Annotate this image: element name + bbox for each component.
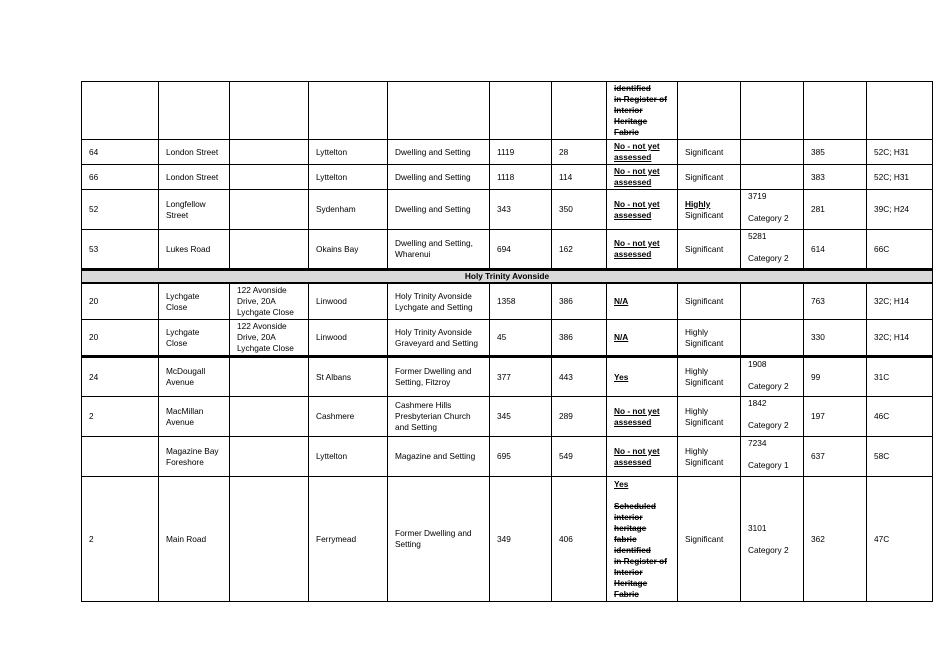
cell-interior: N/A <box>607 283 678 320</box>
cell-category <box>741 165 804 190</box>
cell-address <box>230 397 309 437</box>
cell-value-1: 1118 <box>490 165 552 190</box>
cell-street: Longfellow Street <box>159 190 230 230</box>
cell-number: 2 <box>82 397 159 437</box>
cell-value-3: 330 <box>804 320 867 357</box>
cell-suburb: Lyttelton <box>309 140 388 165</box>
cell-plan: 46C <box>867 397 933 437</box>
cell-address <box>230 230 309 270</box>
cell-significance: Significant <box>678 477 741 602</box>
cell-significance: Highly Significant <box>678 437 741 477</box>
cell-category <box>741 437 804 477</box>
interior-yes: Yes <box>614 479 629 489</box>
cell-value-2: 350 <box>552 190 607 230</box>
cell-category <box>741 477 804 602</box>
category-label: Category 2 <box>748 544 789 555</box>
cell-value-1: 343 <box>490 190 552 230</box>
cell-plan: 52C; H31 <box>867 140 933 165</box>
cell-value-3: 637 <box>804 437 867 477</box>
cell-value-2: 162 <box>552 230 607 270</box>
interior-struck-line: identified <box>614 83 651 93</box>
cell-category <box>741 190 804 230</box>
interior-struck-line: identified <box>614 545 651 555</box>
cell-description <box>388 82 490 140</box>
cell-suburb: Linwood <box>309 283 388 320</box>
category-label: Category 1 <box>748 460 789 470</box>
cell-value-1 <box>490 82 552 140</box>
cell-category <box>741 357 804 397</box>
cell-value-1: 345 <box>490 397 552 437</box>
cell-plan: 58C <box>867 437 933 477</box>
cell-street: Magazine Bay Foreshore <box>159 437 230 477</box>
cell-description: Dwelling and Setting <box>388 140 490 165</box>
category-number: 5281 <box>748 231 767 241</box>
cell-value-3: 614 <box>804 230 867 270</box>
cell-suburb: St Albans <box>309 357 388 397</box>
cell-description: Cashmere Hills Presbyterian Church and Setting <box>388 397 490 437</box>
cell-significance: Highly Significant <box>678 357 741 397</box>
cell-value-2: 406 <box>552 477 607 602</box>
cell-street: Lychgate Close <box>159 320 230 357</box>
cell-suburb: Linwood <box>309 320 388 357</box>
cell-value-2: 386 <box>552 283 607 320</box>
cell-address <box>230 82 309 140</box>
category-number: 7234 <box>748 438 767 448</box>
cell-suburb: Lyttelton <box>309 165 388 190</box>
cell-suburb <box>309 82 388 140</box>
cell-value-3: 281 <box>804 190 867 230</box>
table-row <box>82 477 933 602</box>
cell-interior: No - not yet assessed <box>607 140 678 165</box>
cell-value-1: 1358 <box>490 283 552 320</box>
cell-value-3: 99 <box>804 357 867 397</box>
cell-value-1: 45 <box>490 320 552 357</box>
cell-interior: No - not yet assessed <box>607 190 678 230</box>
interior-struck-line: in Register of <box>614 556 668 566</box>
category-number: 3101 <box>748 522 767 533</box>
cell-street: Lychgate Close <box>159 283 230 320</box>
cell-description: Dwelling and Setting <box>388 190 490 230</box>
cell-category <box>741 140 804 165</box>
cell-street: Lukes Road <box>159 230 230 270</box>
table-row <box>82 357 933 397</box>
cell-description: Former Dwelling and Setting, Fitzroy <box>388 357 490 397</box>
table-row <box>82 140 933 165</box>
significance-rest: Significant <box>685 209 724 220</box>
cell-interior: No - not yet assessed <box>607 397 678 437</box>
section-heading: Holy Trinity Avonside <box>82 270 933 284</box>
cell-address <box>230 437 309 477</box>
table-row <box>82 283 933 320</box>
cell-number: 66 <box>82 165 159 190</box>
table-row <box>82 165 933 190</box>
cell-description: Former Dwelling and Setting <box>388 477 490 602</box>
cell-suburb: Cashmere <box>309 397 388 437</box>
cell-value-3 <box>804 82 867 140</box>
cell-number: 52 <box>82 190 159 230</box>
cell-category <box>741 283 804 320</box>
cell-value-2: 549 <box>552 437 607 477</box>
cell-value-2: 28 <box>552 140 607 165</box>
cell-address <box>230 190 309 230</box>
cell-address <box>230 140 309 165</box>
interior-spacer <box>614 490 670 501</box>
cell-category <box>741 82 804 140</box>
cell-value-1: 1119 <box>490 140 552 165</box>
cell-value-2: 443 <box>552 357 607 397</box>
cell-address <box>230 357 309 397</box>
interior-struck-line: interior <box>614 512 643 522</box>
cell-suburb: Lyttelton <box>309 437 388 477</box>
cell-significance: Significant <box>678 165 741 190</box>
cell-street: MacMillan Avenue <box>159 397 230 437</box>
table-row <box>82 437 933 477</box>
cell-value-3: 385 <box>804 140 867 165</box>
cell-address: 122 Avonside Drive, 20A Lychgate Close <box>230 320 309 357</box>
cell-category <box>741 397 804 437</box>
category-label: Category 2 <box>748 213 789 223</box>
cell-significance: Highly Significant <box>678 320 741 357</box>
category-number: 3719 <box>748 191 767 201</box>
cell-value-1: 377 <box>490 357 552 397</box>
cell-value-3: 763 <box>804 283 867 320</box>
table-row <box>82 320 933 357</box>
cell-value-3: 362 <box>804 477 867 602</box>
cell-number <box>82 437 159 477</box>
interior-struck-line: Scheduled <box>614 501 656 511</box>
cell-interior: No - not yet assessed <box>607 230 678 270</box>
cell-value-1: 695 <box>490 437 552 477</box>
cell-description: Dwelling and Setting, Wharenui <box>388 230 490 270</box>
cell-description: Holy Trinity Avonside Lychgate and Setting <box>388 283 490 320</box>
table-row <box>82 397 933 437</box>
cell-suburb: Okains Bay <box>309 230 388 270</box>
cell-address: 122 Avonside Drive, 20A Lychgate Close <box>230 283 309 320</box>
cell-street: McDougall Avenue <box>159 357 230 397</box>
cell-interior <box>607 477 678 602</box>
cell-value-2: 114 <box>552 165 607 190</box>
interior-struck-line: in Register of <box>614 94 668 104</box>
cell-number: 20 <box>82 283 159 320</box>
cell-category <box>741 230 804 270</box>
cell-interior: No - not yet assessed <box>607 165 678 190</box>
cell-description: Dwelling and Setting <box>388 165 490 190</box>
cell-value-1: 694 <box>490 230 552 270</box>
cell-value-1: 349 <box>490 477 552 602</box>
cell-plan: 66C <box>867 230 933 270</box>
cell-significance: Significant <box>678 283 741 320</box>
cell-value-2: 386 <box>552 320 607 357</box>
cell-address <box>230 477 309 602</box>
cell-suburb: Sydenham <box>309 190 388 230</box>
interior-struck-line: Heritage Fabric <box>614 116 648 137</box>
cell-interior: N/A <box>607 320 678 357</box>
cell-plan <box>867 82 933 140</box>
cell-description: Holy Trinity Avonside Graveyard and Setting <box>388 320 490 357</box>
category-label: Category 2 <box>748 381 789 391</box>
cell-number: 64 <box>82 140 159 165</box>
category-label: Category 2 <box>748 253 789 263</box>
cell-plan: 31C <box>867 357 933 397</box>
category-number: 1908 <box>748 359 767 369</box>
cell-interior <box>607 82 678 140</box>
interior-struck-line: Interior <box>614 567 643 577</box>
interior-struck-line: heritage fabric <box>614 523 647 544</box>
heritage-schedule-table <box>81 81 933 602</box>
cell-suburb: Ferrymead <box>309 477 388 602</box>
cell-significance: Significant <box>678 140 741 165</box>
cell-street <box>159 82 230 140</box>
cell-plan: 32C; H14 <box>867 320 933 357</box>
cell-plan: 47C <box>867 477 933 602</box>
cell-plan: 32C; H14 <box>867 283 933 320</box>
significance-highly: Highly <box>685 198 711 209</box>
table-row <box>82 230 933 270</box>
interior-struck-line: Interior <box>614 105 643 115</box>
table-row <box>82 82 933 140</box>
cell-street: London Street <box>159 140 230 165</box>
interior-struck-line: Heritage Fabric <box>614 578 648 599</box>
cell-significance: Highly Significant <box>678 397 741 437</box>
cell-value-3: 197 <box>804 397 867 437</box>
cell-significance <box>678 190 741 230</box>
cell-interior: No - not yet assessed <box>607 437 678 477</box>
cell-category <box>741 320 804 357</box>
cell-significance <box>678 82 741 140</box>
cell-street: London Street <box>159 165 230 190</box>
cell-number: 20 <box>82 320 159 357</box>
cell-plan: 39C; H24 <box>867 190 933 230</box>
cell-address <box>230 165 309 190</box>
cell-number: 53 <box>82 230 159 270</box>
cell-value-3: 383 <box>804 165 867 190</box>
cell-description: Magazine and Setting <box>388 437 490 477</box>
cell-plan: 52C; H31 <box>867 165 933 190</box>
cell-number: 2 <box>82 477 159 602</box>
cell-number <box>82 82 159 140</box>
category-number: 1842 <box>748 398 767 408</box>
cell-value-2 <box>552 82 607 140</box>
cell-street: Main Road <box>159 477 230 602</box>
cell-significance: Significant <box>678 230 741 270</box>
category-label: Category 2 <box>748 420 789 430</box>
table-row <box>82 190 933 230</box>
section-heading-row <box>82 270 933 284</box>
cell-interior: Yes <box>607 357 678 397</box>
cell-value-2: 289 <box>552 397 607 437</box>
cell-number: 24 <box>82 357 159 397</box>
